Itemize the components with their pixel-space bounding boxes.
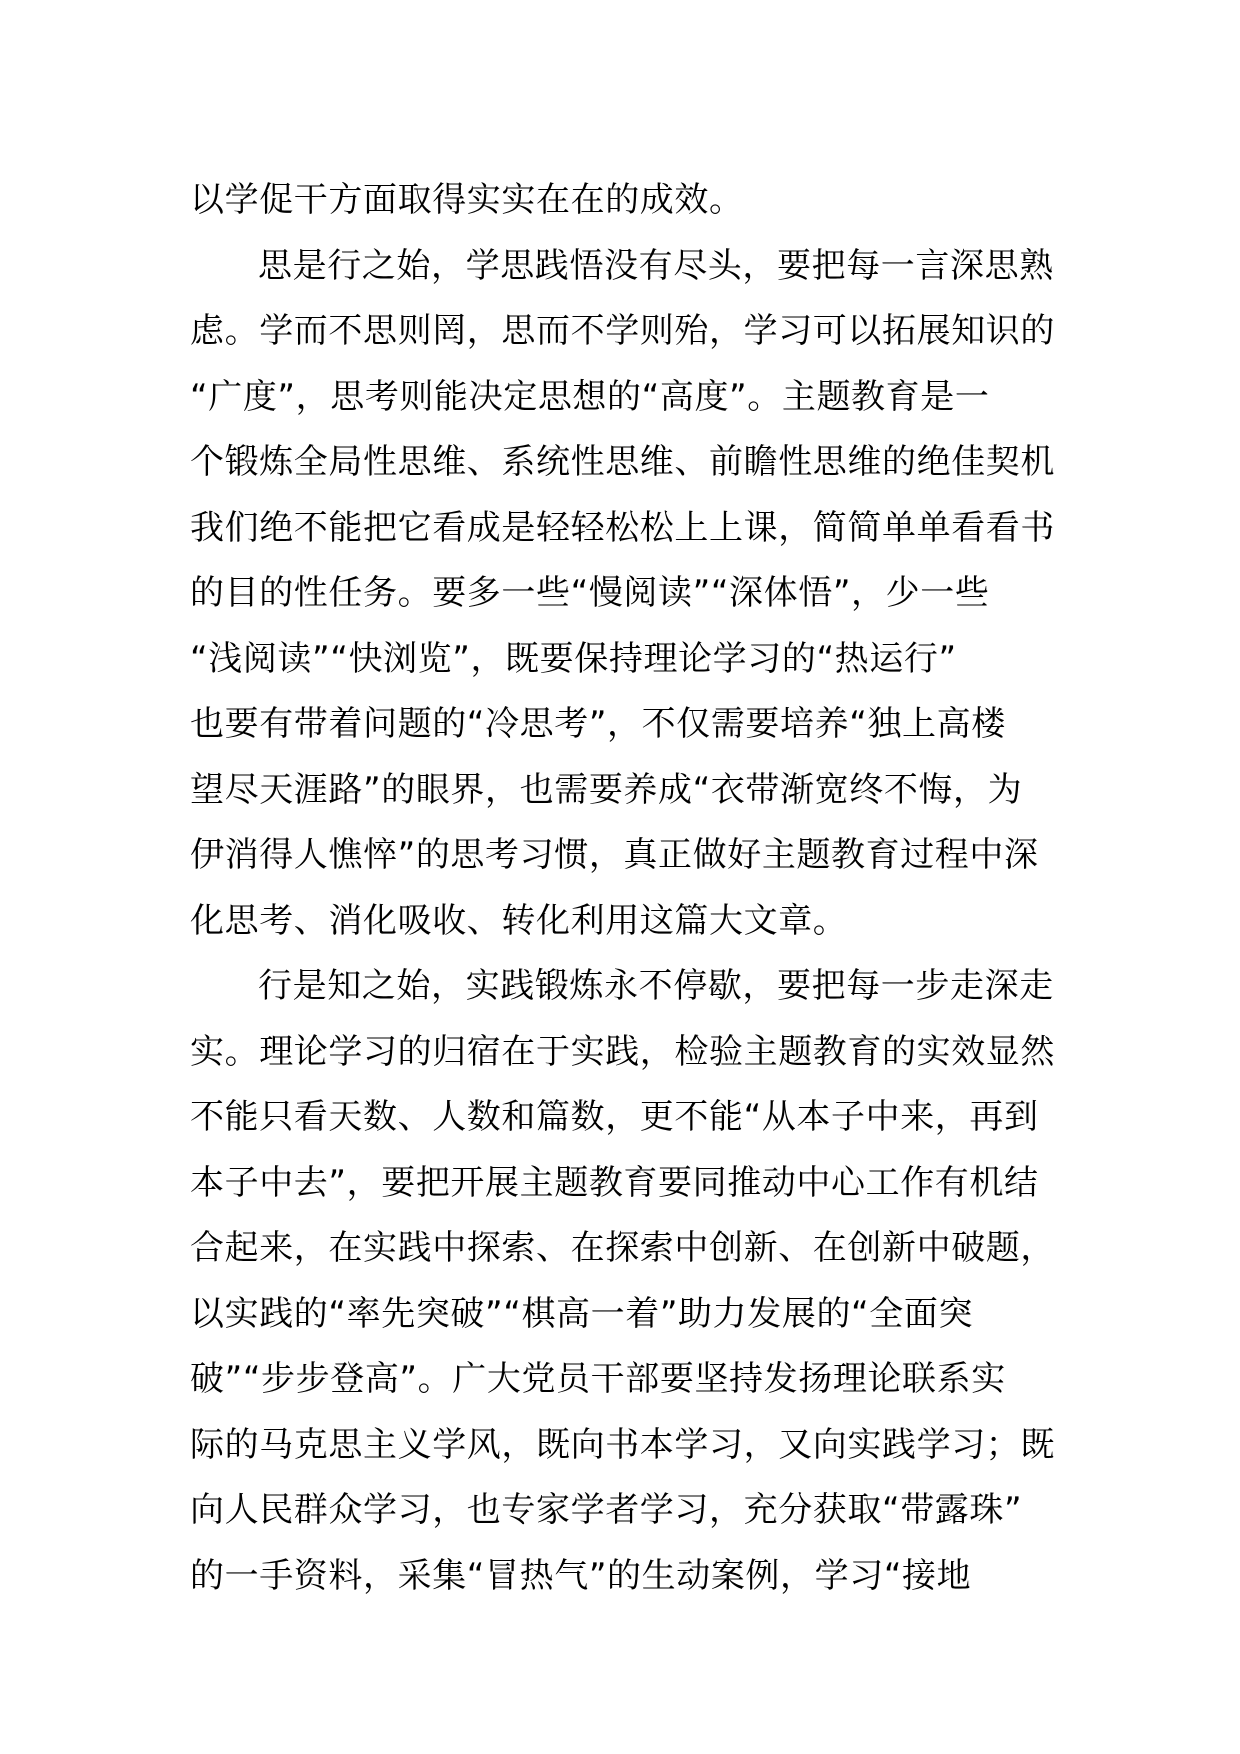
- text-line: 以学促干方面取得实实在在的成效。: [190, 180, 744, 220]
- text-line: 实。理论学习的归宿在于实践，检验主题教育的实效显然: [190, 1031, 1055, 1072]
- text-line: 个锻炼全局性思维、系统性思维、前瞻性思维的绝佳契机: [190, 442, 1055, 482]
- body-text: [190, 168, 1060, 1609]
- text-line: 化思考、消化吸收、转化利用这篇大文章。: [190, 900, 848, 941]
- text-line: 本子中去”，要把开展主题教育要同推动中心工作有机结: [190, 1162, 1039, 1203]
- text-line: 我们绝不能把它看成是轻轻松松上上课，简简单单看看书: [190, 507, 1055, 548]
- text-line: 伊消得人憔悴”的思考习惯，真正做好主题教育过程中深: [190, 835, 1039, 875]
- text-line: “广度”，思考则能决定思想的“高度”。主题教育是一: [190, 376, 990, 417]
- text-line: 也要有带着问题的“冷思考”，不仅需要培养“独上高楼: [190, 704, 1006, 744]
- text-line: 的目的性任务。要多一些“慢阅读”“深体悟”，少一些: [190, 573, 990, 613]
- text-line: 的一手资料，采集“冒热气”的生动案例，学习“接地: [190, 1555, 972, 1596]
- text-line: 以实践的“率先突破”“棋高一着”助力发展的“全面突: [190, 1293, 974, 1334]
- text-line: 行是知之始，实践锻炼永不停歇，要把每一步走深走: [258, 966, 1054, 1006]
- text-line: “浅阅读”“快浏览”，既要保持理论学习的“热运行”: [190, 638, 957, 679]
- text-line: 思是行之始，学思践悟没有尽头，要把每一言深思熟: [258, 245, 1054, 286]
- text-line: 不能只看天数、人数和篇数，更不能“从本子中来，再到: [190, 1097, 1039, 1137]
- text-line: 虑。学而不思则罔，思而不学则殆，学习可以拓展知识的: [190, 311, 1055, 351]
- text-line: 向人民群众学习，也专家学者学习，充分获取“带露珠”: [190, 1490, 1023, 1530]
- text-line: 际的马克思主义学风，既向书本学习，又向实践学习；既: [190, 1424, 1055, 1465]
- text-line: 望尽天涯路”的眼界，也需要养成“衣带渐宽终不悔，为: [190, 769, 1023, 810]
- text-line: 合起来，在实践中探索、在探索中创新、在创新中破题，: [190, 1228, 1055, 1268]
- text-line: 破”“步步登高”。广大党员干部要坚持发扬理论联系实: [190, 1359, 1006, 1399]
